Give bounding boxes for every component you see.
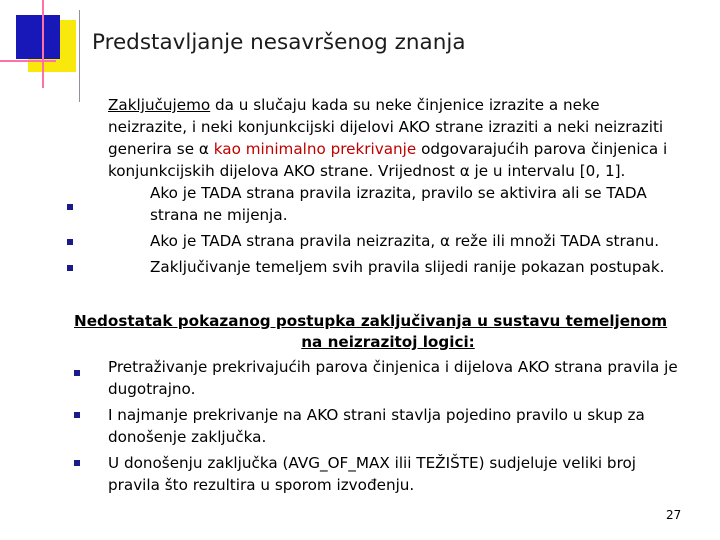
alpha-symbol: α — [459, 162, 470, 180]
block1-item1-line1: Ako je TADA strana pravila izrazita, pravilo se aktivira ali se TADA — [150, 184, 647, 202]
alpha-symbol: α — [440, 232, 451, 250]
deco-gray-vertical-line — [79, 10, 80, 102]
block2-item3-line1: U donošenju zaključka (AVG_OF_MAX ilii TEŽIŠTE) sudjeluje veliki broj — [108, 454, 636, 472]
minimal-overlap-highlight: kao minimalno prekrivanje — [208, 140, 417, 158]
block1-line2: neizrazite, i neki konjunkcijski dijelovi AKO strane izraziti a neki neizraziti — [108, 118, 664, 136]
alpha-symbol: α — [198, 140, 209, 158]
bullet-square — [67, 239, 73, 245]
deco-blue-square — [16, 15, 60, 59]
block2-item1-line1: Pretraživanje prekrivajućih parova činjenica i dijelova AKO strana pravila je — [108, 358, 678, 376]
block1-item1-line2: strana ne mijenja. — [150, 206, 288, 224]
line3-pre: generira se — [108, 140, 199, 158]
bullet-square — [74, 412, 80, 418]
block2-item2-line2: donošenje zaključka. — [108, 428, 267, 446]
block1-line1 — [108, 94, 600, 116]
page-number: 27 — [666, 508, 682, 522]
block2-heading-line2: na neizrazitoj logici: — [301, 333, 475, 351]
lead-rest: da u slučaju kada su neke činjenice izrazite a neke — [210, 96, 600, 114]
deco-pink-vertical-line — [42, 0, 44, 88]
deco-pink-horizontal-line — [0, 60, 56, 62]
item2-pre: Ako je TADA strana pravila neizrazita, — [150, 232, 441, 250]
block2-item2-line1: I najmanje prekrivanje na AKO strani stavlja pojedino pravilo u skup za — [108, 406, 645, 424]
block2-item1-line2: dugotrajno. — [108, 380, 196, 398]
block2-heading-line1: Nedostatak pokazanog postupka zaključivanja u sustavu temeljenom — [74, 312, 668, 330]
slide-title: Predstavljanje nesavršenog znanja — [92, 30, 466, 55]
item2-post: reže ili množi TADA stranu. — [450, 232, 660, 250]
lead-word: Zaključujemo — [108, 96, 211, 114]
block2-item3-line2: pravila što rezultira u sporom izvođenju. — [108, 476, 415, 494]
bullet-square — [74, 370, 80, 376]
line3-post: odgovarajućih parova činjenica i — [416, 140, 668, 158]
corner-decoration — [0, 0, 90, 110]
bullet-square — [67, 265, 73, 271]
block1-line4 — [108, 160, 625, 182]
bullet-square — [74, 460, 80, 466]
block1-line3 — [108, 138, 667, 160]
block1-item3: Zaključivanje temeljem svih pravila slijedi ranije pokazan postupak. — [150, 258, 665, 276]
block1-item2 — [150, 230, 659, 252]
line4-post: je u intervalu [0, 1]. — [469, 162, 626, 180]
line4-pre: konjunkcijskih dijelova AKO strane. Vrijednost — [108, 162, 460, 180]
bullet-square — [67, 204, 73, 210]
